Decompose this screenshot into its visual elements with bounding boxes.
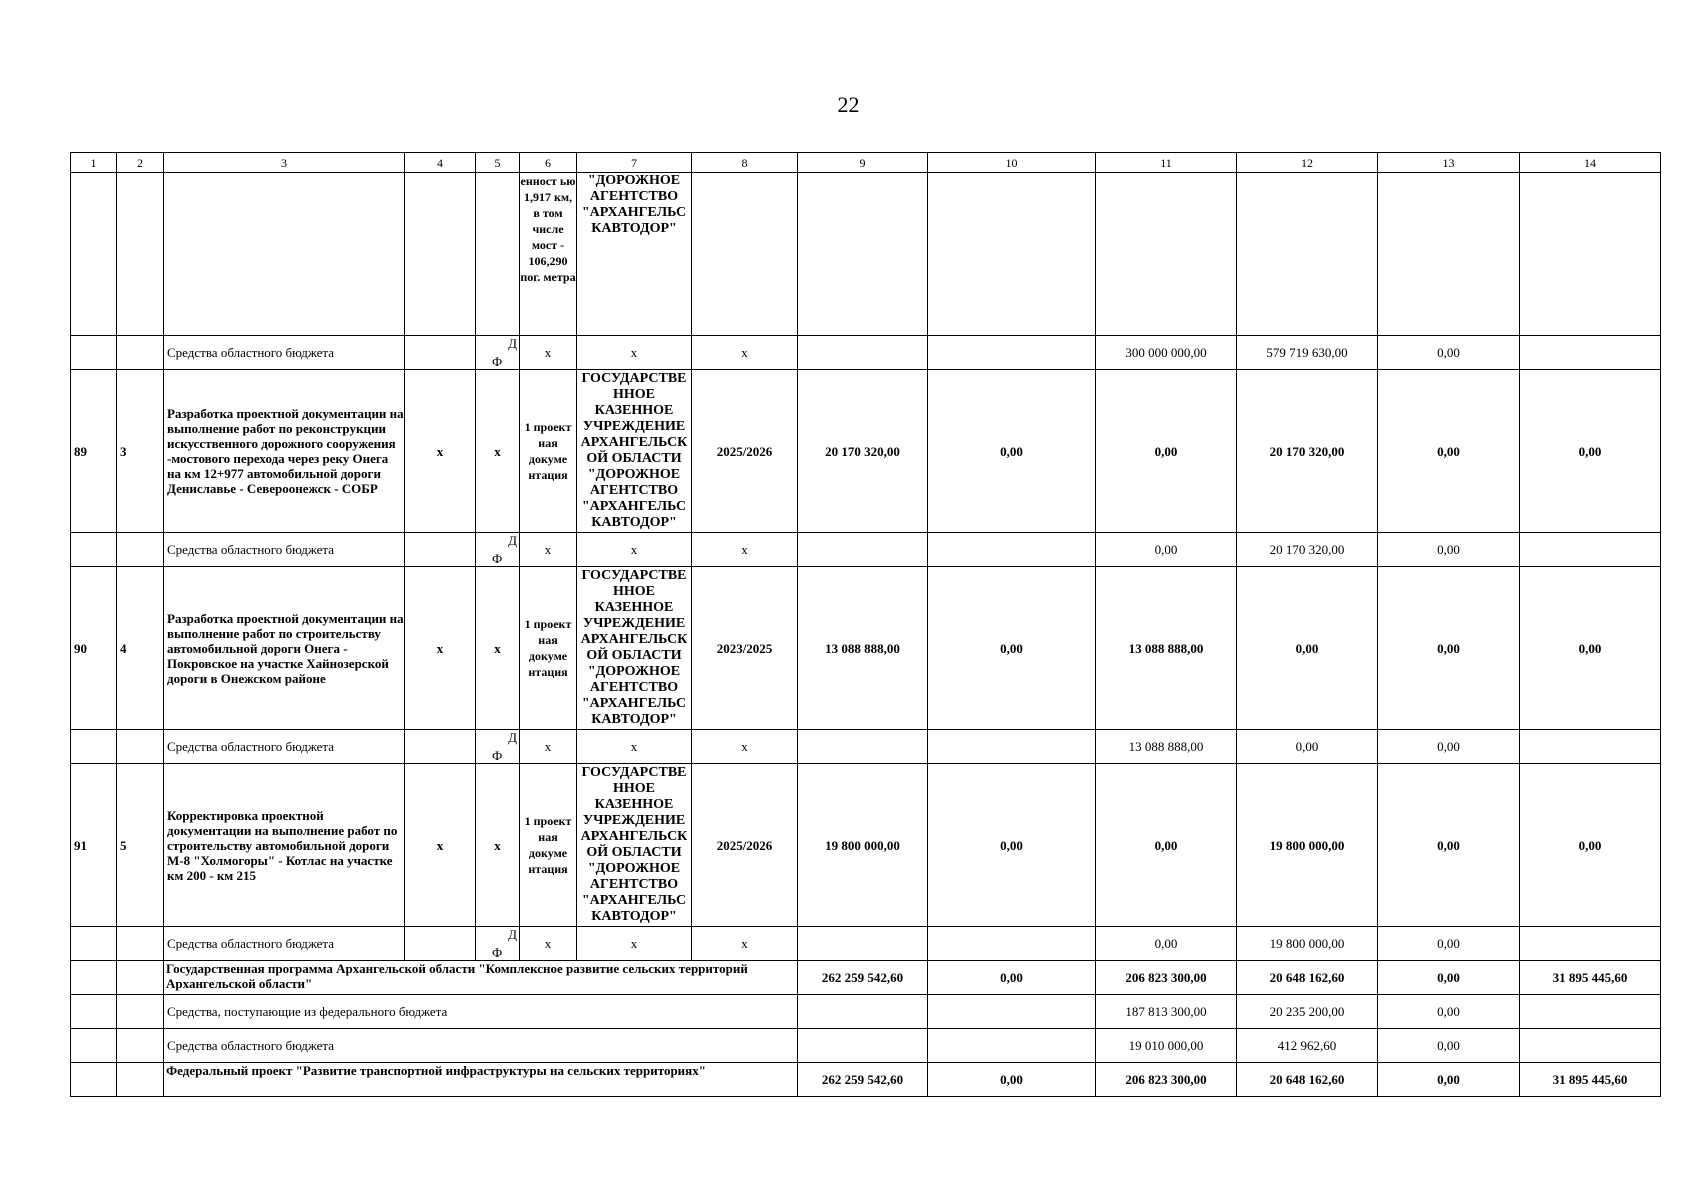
table-cell: х: [405, 370, 476, 533]
table-cell: 20 170 320,00: [1237, 370, 1378, 533]
table-cell: х: [577, 927, 692, 961]
table-cell: 0,00: [1378, 533, 1520, 567]
table-cell: 19 010 000,00: [1096, 1029, 1237, 1063]
row-number: 91: [71, 764, 117, 927]
table-cell: 0,00: [1378, 730, 1520, 764]
table-cell: 0,00: [928, 370, 1096, 533]
table-cell: 31 895 445,60: [1520, 961, 1661, 995]
object-name: Разработка проектной документации на выполнение работ по реконструкции искусственного дорожного сооружения -мостового перехода через реку Онега на км 12+977 автомобильной дороги Дениславье - Североонежск - СОБР: [164, 370, 405, 533]
table-cell: 187 813 300,00: [1096, 995, 1237, 1029]
table-cell: 0,00: [1378, 927, 1520, 961]
executor: ГОСУДАРСТВЕ ННОЕ КАЗЕННОЕ УЧРЕЖДЕНИЕ АРХАНГЕЛЬСК ОЙ ОБЛАСТИ "ДОРОЖНОЕ АГЕНТСТВО "АРХАНГЕЛЬС КАВТОДОР": [577, 370, 692, 533]
table-cell: [798, 533, 928, 567]
table-cell: [798, 927, 928, 961]
table-cell: [928, 927, 1096, 961]
funding-label: Средства областного бюджета: [164, 1029, 798, 1063]
table-cell: 579 719 630,00: [1237, 336, 1378, 370]
df-cell: Д Ф: [476, 730, 520, 764]
table-cell: 206 823 300,00: [1096, 1063, 1237, 1097]
table-cell: 0,00: [1237, 567, 1378, 730]
df-cell: Д Ф: [476, 533, 520, 567]
row-number: 89: [71, 370, 117, 533]
table-cell: 2025/2026: [692, 764, 798, 927]
funding-label: Средства областного бюджета: [164, 533, 405, 567]
table-row-project-total: [71, 1063, 1661, 1097]
object-capacity: 1 проект ная докуме нтация: [520, 567, 577, 730]
executor: "ДОРОЖНОЕ АГЕНТСТВО "АРХАНГЕЛЬС КАВТОДОР": [577, 173, 692, 336]
program-title: Государственная программа Архангельской области "Комплексное развитие сельских территорий Архангельской области": [164, 961, 798, 995]
row-sub-number: 4: [117, 567, 164, 730]
funding-label: Средства областного бюджета: [164, 730, 405, 764]
funding-label: Средства областного бюджета: [164, 336, 405, 370]
table-cell: 412 962,60: [1237, 1029, 1378, 1063]
table-cell: 0,00: [1378, 961, 1520, 995]
table-cell: х: [692, 336, 798, 370]
executor: ГОСУДАРСТВЕ ННОЕ КАЗЕННОЕ УЧРЕЖДЕНИЕ АРХАНГЕЛЬСК ОЙ ОБЛАСТИ "ДОРОЖНОЕ АГЕНТСТВО "АРХАНГЕЛЬС КАВТОДОР": [577, 567, 692, 730]
object-capacity: енност ью 1,917 км, в том числе мост - 106,290 пог. метра: [520, 173, 577, 336]
header-cell: 6: [520, 153, 577, 173]
df-cell: Д Ф: [476, 927, 520, 961]
header-cell: 2: [117, 153, 164, 173]
table-cell: [798, 336, 928, 370]
table-cell: х: [577, 336, 692, 370]
table-row-object: [71, 370, 1661, 533]
table-cell: [928, 730, 1096, 764]
header-cell: 13: [1378, 153, 1520, 173]
table-cell: 0,00: [1096, 927, 1237, 961]
header-cell: 7: [577, 153, 692, 173]
table-cell: х: [692, 730, 798, 764]
table-cell: 262 259 542,60: [798, 961, 928, 995]
table-cell: х: [520, 336, 577, 370]
table-cell: х: [692, 927, 798, 961]
table-row-funding: [71, 995, 1661, 1029]
table-cell: 2023/2025: [692, 567, 798, 730]
table-cell: х: [520, 533, 577, 567]
table-cell: 19 800 000,00: [1237, 927, 1378, 961]
project-title: Федеральный проект "Развитие транспортной инфраструктуры на сельских территориях": [164, 1063, 798, 1097]
table-cell: 0,00: [1378, 1063, 1520, 1097]
table-cell: [1520, 730, 1661, 764]
row-sub-number: 3: [117, 370, 164, 533]
table-cell: 13 088 888,00: [1096, 567, 1237, 730]
table-cell: 19 800 000,00: [798, 764, 928, 927]
table-cell: 0,00: [1237, 730, 1378, 764]
header-cell: 10: [928, 153, 1096, 173]
table-cell: х: [476, 567, 520, 730]
table-cell: 0,00: [1520, 370, 1661, 533]
table-cell: 0,00: [1378, 336, 1520, 370]
table-cell: 0,00: [928, 1063, 1096, 1097]
table-cell: [928, 533, 1096, 567]
budget-table: [70, 152, 1661, 1097]
funding-label: Средства, поступающие из федерального бюджета: [164, 995, 798, 1029]
header-cell: 5: [476, 153, 520, 173]
object-capacity: 1 проект ная докуме нтация: [520, 764, 577, 927]
table-cell: [798, 730, 928, 764]
table-cell: 0,00: [928, 764, 1096, 927]
table-row-funding: [71, 927, 1661, 961]
table-cell: 206 823 300,00: [1096, 961, 1237, 995]
table-cell: 20 170 320,00: [1237, 533, 1378, 567]
table-cell: х: [520, 927, 577, 961]
header-cell: 1: [71, 153, 117, 173]
header-cell: 14: [1520, 153, 1661, 173]
table-row-funding: [71, 1029, 1661, 1063]
object-capacity: 1 проект ная докуме нтация: [520, 370, 577, 533]
header-cell: 3: [164, 153, 405, 173]
table-row-funding: [71, 730, 1661, 764]
table-cell: 0,00: [928, 567, 1096, 730]
table-cell: 300 000 000,00: [1096, 336, 1237, 370]
table-cell: 20 235 200,00: [1237, 995, 1378, 1029]
table-cell: 20 648 162,60: [1237, 1063, 1378, 1097]
table-cell: 31 895 445,60: [1520, 1063, 1661, 1097]
row-number: 90: [71, 567, 117, 730]
table-row-object: [71, 764, 1661, 927]
table-cell: х: [405, 567, 476, 730]
table-cell: 0,00: [1520, 764, 1661, 927]
table-cell: [928, 336, 1096, 370]
table-cell: 13 088 888,00: [1096, 730, 1237, 764]
table-cell: 0,00: [1096, 533, 1237, 567]
row-sub-number: 5: [117, 764, 164, 927]
header-cell: 11: [1096, 153, 1237, 173]
table-cell: 0,00: [1378, 995, 1520, 1029]
header-cell: 12: [1237, 153, 1378, 173]
df-cell: Д Ф: [476, 336, 520, 370]
table-cell: 2025/2026: [692, 370, 798, 533]
table-cell: 0,00: [1378, 764, 1520, 927]
table-cell: х: [476, 764, 520, 927]
table-cell: х: [692, 533, 798, 567]
table-cell: 0,00: [1378, 1029, 1520, 1063]
funding-label: Средства областного бюджета: [164, 927, 405, 961]
table-cell: 20 170 320,00: [798, 370, 928, 533]
table-cell: 20 648 162,60: [1237, 961, 1378, 995]
header-cell: 9: [798, 153, 928, 173]
page-number: 22: [837, 92, 860, 117]
table-cell: х: [577, 730, 692, 764]
table-row-object: [71, 567, 1661, 730]
table-cell: [1520, 927, 1661, 961]
table-cell: х: [476, 370, 520, 533]
table-cell: х: [577, 533, 692, 567]
object-name: Разработка проектной документации на выполнение работ по строительству автомобильной дороги Онега - Покровское на участке Хайнозерской дороги в Онежском районе: [164, 567, 405, 730]
table-cell: 0,00: [1096, 370, 1237, 533]
table-cell: 0,00: [1096, 764, 1237, 927]
header-cell: 4: [405, 153, 476, 173]
table-cell: 0,00: [1378, 370, 1520, 533]
executor: ГОСУДАРСТВЕ ННОЕ КАЗЕННОЕ УЧРЕЖДЕНИЕ АРХАНГЕЛЬСК ОЙ ОБЛАСТИ "ДОРОЖНОЕ АГЕНТСТВО "АРХАНГЕЛЬС КАВТОДОР": [577, 764, 692, 927]
object-name: Корректировка проектной документации на выполнение работ по строительству автомобильной дороги М-8 "Холмогоры" - Котлас на участке км 200 - км 215: [164, 764, 405, 927]
table-cell: х: [405, 764, 476, 927]
table-cell: 13 088 888,00: [798, 567, 928, 730]
table-row-funding: [71, 533, 1661, 567]
table-cell: 0,00: [928, 961, 1096, 995]
table-cell: 262 259 542,60: [798, 1063, 928, 1097]
table-row-continuation: [71, 173, 1661, 336]
table-cell: [1520, 336, 1661, 370]
table-row-program-total: [71, 961, 1661, 995]
header-cell: 8: [692, 153, 798, 173]
table-cell: х: [520, 730, 577, 764]
table-cell: 0,00: [1378, 567, 1520, 730]
table-row-funding: [71, 336, 1661, 370]
table-cell: 19 800 000,00: [1237, 764, 1378, 927]
header-row: [71, 153, 1661, 173]
table-cell: [1520, 533, 1661, 567]
table-cell: 0,00: [1520, 567, 1661, 730]
